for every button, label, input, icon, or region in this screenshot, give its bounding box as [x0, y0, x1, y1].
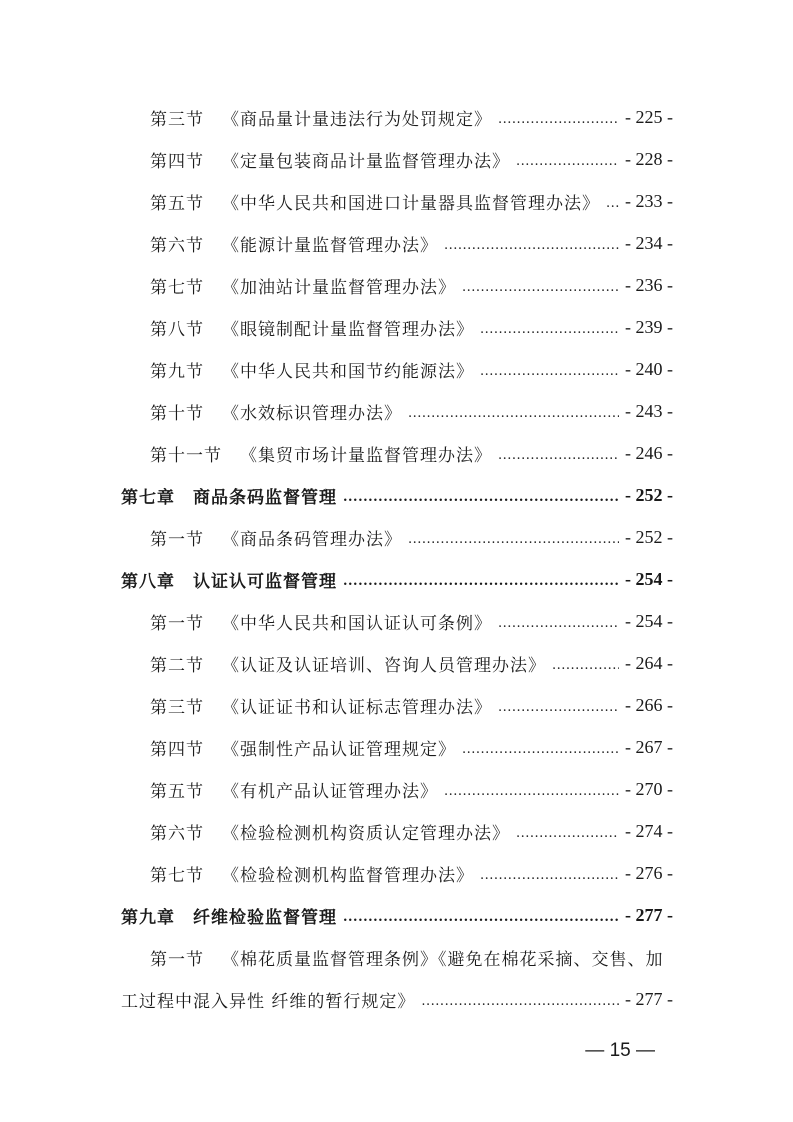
toc-entry[interactable] — [0, 600, 793, 642]
toc-chapter-number: 第七章 — [121, 487, 175, 508]
dot-leader — [462, 279, 619, 297]
toc-page-number: - 264 - — [625, 652, 673, 673]
toc-page-number: - 228 - — [625, 148, 673, 169]
toc-page-number: - 252 - — [625, 526, 673, 547]
toc-chapter-number: 第九章 — [121, 907, 175, 928]
dot-leader — [606, 195, 619, 213]
toc-title: 《中华人民共和国进口计量器具监督管理办法》 — [222, 193, 600, 214]
toc-page-number: - 243 - — [625, 400, 673, 421]
toc-section-number: 第三节 — [150, 109, 204, 130]
toc-section-number: 第一节 — [150, 529, 204, 550]
toc-entry[interactable] — [0, 180, 793, 222]
toc-chapter-title: 纤维检验监督管理 — [193, 907, 337, 928]
toc-title: 《商品条码管理办法》 — [222, 529, 402, 550]
toc-section-number: 第六节 — [150, 235, 204, 256]
toc-page-number: - 254 - — [625, 610, 673, 631]
toc-entry[interactable] — [0, 726, 793, 768]
toc-entry[interactable] — [0, 642, 793, 684]
toc-entry-continuation[interactable] — [0, 978, 793, 1020]
toc-section-number: 第七节 — [150, 277, 204, 298]
toc-chapter-number: 第八章 — [121, 571, 175, 592]
dot-leader — [408, 405, 619, 423]
dot-leader — [498, 699, 619, 717]
dot-leader — [516, 825, 619, 843]
toc-section-number: 第四节 — [150, 739, 204, 760]
toc-chapter-entry[interactable] — [0, 474, 793, 516]
toc-page-number: - 252 - — [625, 484, 673, 505]
dot-leader — [444, 237, 619, 255]
toc-entry[interactable] — [0, 516, 793, 558]
toc-section-number: 第一节 — [150, 949, 204, 970]
dot-leader — [343, 573, 619, 591]
toc-chapter-entry[interactable] — [0, 558, 793, 600]
dot-leader — [498, 111, 619, 129]
toc-section-number: 第十节 — [150, 403, 204, 424]
toc-title: 《定量包装商品计量监督管理办法》 — [222, 151, 510, 172]
toc-page-number: - 239 - — [625, 316, 673, 337]
dot-leader — [498, 615, 619, 633]
toc-page-number: - 277 - — [625, 988, 673, 1009]
toc-page-number: - 274 - — [625, 820, 673, 841]
dot-leader — [343, 909, 619, 927]
toc-entry[interactable] — [0, 390, 793, 432]
toc-title: 《强制性产品认证管理规定》 — [222, 739, 456, 760]
toc-entry[interactable] — [0, 348, 793, 390]
toc-title: 《中华人民共和国认证认可条例》 — [222, 613, 492, 634]
toc-section-number: 第五节 — [150, 193, 204, 214]
toc-section-number: 第九节 — [150, 361, 204, 382]
toc-title: 《认证及认证培训、咨询人员管理办法》 — [222, 655, 546, 676]
toc-page-number: - 246 - — [625, 442, 673, 463]
dot-leader — [444, 783, 619, 801]
toc-entry[interactable] — [0, 810, 793, 852]
toc-title-line-1: 《棉花质量监督管理条例》《避免在棉花采摘、交售、加 — [222, 949, 664, 970]
toc-entry-wrapped[interactable] — [0, 936, 793, 978]
dot-leader — [498, 447, 619, 465]
toc-entry[interactable] — [0, 768, 793, 810]
toc-title: 《能源计量监督管理办法》 — [222, 235, 438, 256]
dot-leader — [462, 741, 619, 759]
toc-page-number: - 267 - — [625, 736, 673, 757]
toc-entry[interactable] — [0, 684, 793, 726]
toc-page-number: - 270 - — [625, 778, 673, 799]
toc-section-number: 第七节 — [150, 865, 204, 886]
toc-title: 《有机产品认证管理办法》 — [222, 781, 438, 802]
toc-title: 《中华人民共和国节约能源法》 — [222, 361, 474, 382]
toc-entry[interactable] — [0, 96, 793, 138]
toc-page-number: - 276 - — [625, 862, 673, 883]
toc-page-number: - 240 - — [625, 358, 673, 379]
toc-title-line-2: 工过程中混入异性 纤维的暂行规定》 — [121, 991, 416, 1012]
toc-title: 《检验检测机构监督管理办法》 — [222, 865, 474, 886]
toc-page-number: - 277 - — [625, 904, 673, 925]
toc-entry[interactable] — [0, 222, 793, 264]
toc-entry[interactable] — [0, 264, 793, 306]
toc-section-number: 第五节 — [150, 781, 204, 802]
dot-leader — [408, 531, 619, 549]
toc-chapter-title: 认证认可监督管理 — [193, 571, 337, 592]
toc-section-number: 第十一节 — [150, 445, 222, 466]
toc-page-number: - 254 - — [625, 568, 673, 589]
toc-section-number: 第三节 — [150, 697, 204, 718]
toc-page-number: - 266 - — [625, 694, 673, 715]
toc-section-number: 第四节 — [150, 151, 204, 172]
dot-leader — [480, 321, 619, 339]
toc-entry[interactable] — [0, 852, 793, 894]
toc-chapter-title: 商品条码监督管理 — [193, 487, 337, 508]
toc-entry[interactable] — [0, 432, 793, 474]
toc-chapter-entry[interactable] — [0, 894, 793, 936]
toc-title: 《认证证书和认证标志管理办法》 — [222, 697, 492, 718]
toc-section-number: 第一节 — [150, 613, 204, 634]
dot-leader — [480, 363, 619, 381]
toc-section-number: 第八节 — [150, 319, 204, 340]
toc-title: 《商品量计量违法行为处罚规定》 — [222, 109, 492, 130]
toc-title: 《加油站计量监督管理办法》 — [222, 277, 456, 298]
toc-section-number: 第二节 — [150, 655, 204, 676]
page-number-footer: — 15 — — [585, 1040, 655, 1061]
toc-entry[interactable] — [0, 138, 793, 180]
dot-leader — [480, 867, 619, 885]
toc-page-number: - 233 - — [625, 190, 673, 211]
toc-page-number: - 225 - — [625, 106, 673, 127]
toc-section-number: 第六节 — [150, 823, 204, 844]
toc-title: 《集贸市场计量监督管理办法》 — [240, 445, 492, 466]
toc-title: 《检验检测机构资质认定管理办法》 — [222, 823, 510, 844]
toc-page-number: - 234 - — [625, 232, 673, 253]
dot-leader — [421, 993, 619, 1011]
dot-leader — [552, 657, 619, 675]
toc-title: 《水效标识管理办法》 — [222, 403, 402, 424]
dot-leader — [343, 489, 619, 507]
toc-entry[interactable] — [0, 306, 793, 348]
dot-leader — [516, 153, 619, 171]
toc-title: 《眼镜制配计量监督管理办法》 — [222, 319, 474, 340]
toc-page-number: - 236 - — [625, 274, 673, 295]
table-of-contents — [0, 96, 793, 1020]
